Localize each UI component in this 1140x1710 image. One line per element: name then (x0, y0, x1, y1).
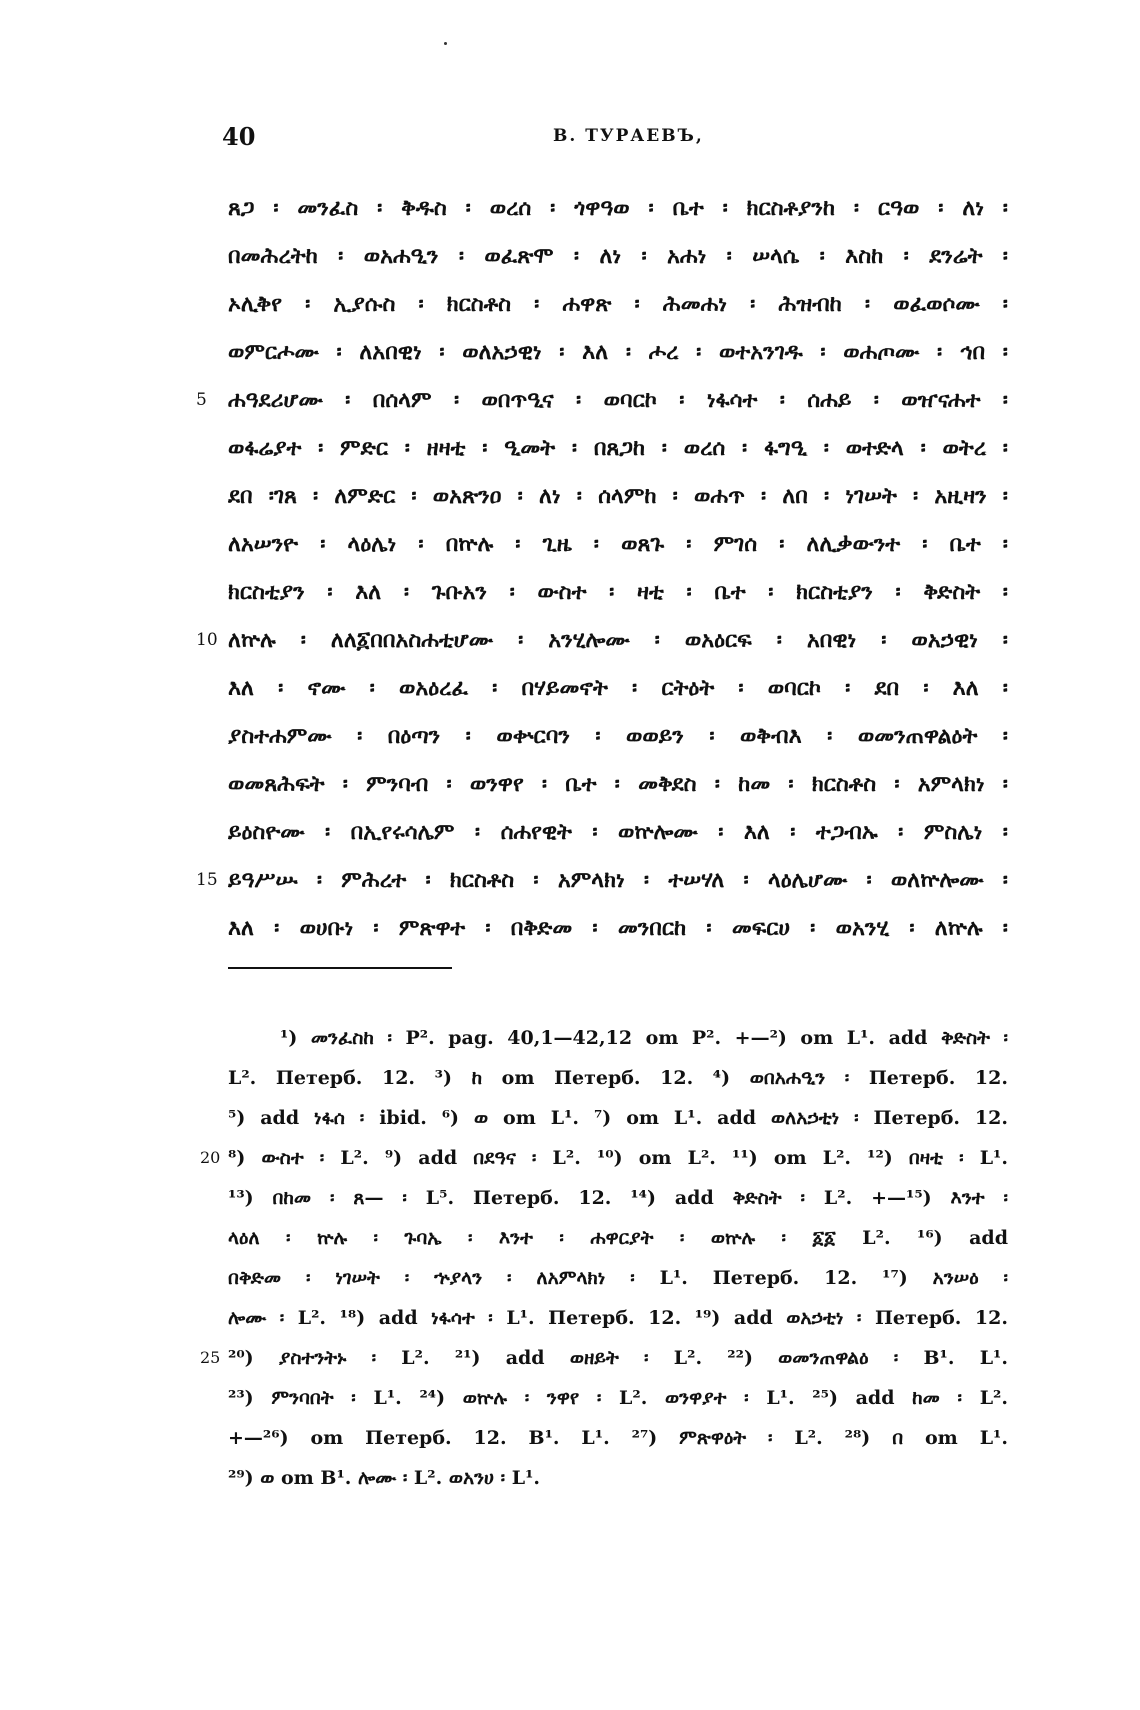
text-line-11: እለ ፡ ኖሙ ፡ ወአዕረፈ ፡ በሃይመኖት ፡ ርትዕት ፡ ወባርኮ ፡ ደበ ፡ እለ ፡ (228, 675, 1008, 701)
footnote-line-8: ሎሙ ፡ L². ¹⁸) add ነፋሳተ ፡ L¹. Петерб. 12. ¹⁹) add ወአኃቲነ ፡ Петерб. 12. (228, 1307, 1008, 1329)
scan-speck (444, 42, 447, 45)
line-number-10: 10 (196, 630, 218, 650)
text-line-1: ጸጋ ፡ መንፈስ ፡ ቅዱስ ፡ ወረሰ ፡ ጎዋዓወ ፡ ቤተ ፡ ክርስቶያንከ ፡ ርዓወ ፡ ለነ ፡ (228, 195, 1008, 221)
footnote-line-10: ²³) ምንባበት ፡ L¹. ²⁴) ወኵሉ ፡ ንዋየ ፡ L². ወንዋያተ ፡ L¹. ²⁵) add ከመ ፡ L². (228, 1387, 1008, 1409)
text-line-9: ክርስቲያን ፡ እለ ፡ ጉቡአን ፡ ውስተ ፡ ዛቲ ፡ ቤተ ፡ ክርስቲያን ፡ ቅድስት ፡ (228, 579, 1008, 605)
line-number-15: 15 (196, 870, 218, 890)
running-title: В. ТУРАЕВЪ, (553, 126, 704, 146)
text-line-14: ይዕስዮሙ ፡ በኢየሩሳሌም ፡ ሰሐየዊት ፡ ወኵሎሙ ፡ እለ ፡ ተጋብኡ ፡ ምስሌነ ፡ (228, 819, 1008, 845)
text-line-2: በመሕረትከ ፡ ወአሐዒን ፡ ወፈጽሞ ፡ ለነ ፡ አሐነ ፡ ሠላሴ ፡ እስከ ፡ ደንሬት ፡ (228, 243, 1008, 269)
footnote-line-9: ²⁰) ያስተንትኑ ፡ L². ²¹) add ወዘይት ፡ L². ²²) ወመንጠዋልዕ ፡ B¹. L¹. (228, 1347, 1008, 1369)
footnote-line-1: ¹) መንፈስከ ፡ P². pag. 40,1—42,12 om P². +—²) om L¹. add ቅድስት ፡ (280, 1027, 1008, 1049)
footnote-line-6: ላዕለ ፡ ኵሉ ፡ ጉባኤ ፡ እንተ ፡ ሐዋርያት ፡ ወኵሉ ፡ ፩፩ L². ¹⁶) add (228, 1227, 1008, 1249)
text-line-6: ወፋሬያተ ፡ ምድር ፡ ዘዛቲ ፡ ዒመት ፡ በጸጋከ ፡ ወረሰ ፡ ፋግዒ ፡ ወተድላ ፡ ወትረ ፡ (228, 435, 1008, 461)
text-line-10: ለኵሉ ፡ ለለ፩በበአስሐቲሆሙ ፡ አንሂሎሙ ፡ ወአዕርፍ ፡ አበዊነ ፡ ወአኃዊነ ፡ (228, 627, 1008, 653)
footnote-line-4: ⁸) ውስተ ፡ L². ⁹) add በደዓና ፡ L². ¹⁰) om L². ¹¹) om L². ¹²) በዛቲ ፡ L¹. (228, 1147, 1008, 1169)
footnote-line-11: +—²⁶) om Петерб. 12. B¹. L¹. ²⁷) ምጽዋዕት ፡ L². ²⁸) በ om L¹. (228, 1427, 1008, 1449)
footnote-separator-rule (228, 967, 452, 969)
text-line-8: ለአሠንዮ ፡ ላዕሌነ ፡ በኵሉ ፡ ጊዜ ፡ ወጸጉ ፡ ምገሰ ፡ ለሊቃውንተ ፡ ቤተ ፡ (228, 531, 1008, 557)
footnote-line-7: በቅድመ ፡ ነገሠት ፡ ኍያላን ፡ ለአምላክነ ፡ L¹. Петерб. 12. ¹⁷) አንሠዕ ፡ (228, 1267, 1008, 1289)
footnote-line-12: ²⁹) ወ om B¹. ሎሙ ፡ L². ወአንሀ ፡ L¹. (228, 1467, 541, 1489)
line-number-20: 20 (200, 1148, 221, 1167)
text-line-16: እለ ፡ ወሀቡነ ፡ ምጽዋተ ፡ በቅድመ ፡ መንበርከ ፡ መፍርሀ ፡ ወአንሂ ፡ ለኵሉ ፡ (228, 915, 1008, 941)
text-line-12: ያስተሐምሙ ፡ በዕጣን ፡ ወቍርባን ፡ ወወይን ፡ ወቅብእ ፡ ወመንጠዋልዕት ፡ (228, 723, 1008, 749)
text-line-7: ደበ ፡ገጸ ፡ ለምድር ፡ ወአጽንዐ ፡ ለነ ፡ ሰላምከ ፡ ወሐጥ ፡ ለበ ፡ ነገሠት ፡ አዚዛን ፡ (228, 483, 1008, 509)
line-number-5: 5 (196, 390, 207, 410)
text-line-5: ሐዓደሪሆሙ ፡ በሰላም ፡ ወበጥዒና ፡ ወባርኮ ፡ ነፋሳተ ፡ ሰሐይ ፡ ወዠናሐተ ፡ (228, 387, 1008, 413)
footnote-line-3: ⁵) add ነፋሰ ፡ ibid. ⁶) ወ om L¹. ⁷) om L¹. add ወለአኃቲነ ፡ Петерб. 12. (228, 1107, 1008, 1129)
footnote-line-5: ¹³) በከመ ፡ ጸ— ፡ L⁵. Петерб. 12. ¹⁴) add ቅድስት ፡ L². +—¹⁵) እንተ ፡ (228, 1187, 1008, 1209)
text-line-4: ወምርሖሙ ፡ ለአበዊነ ፡ ወለአኃዊነ ፡ እለ ፡ ሖረ ፡ ወተአንገዱ ፡ ወሐጦሙ ፡ ኅበ ፡ (228, 339, 1008, 365)
line-number-25: 25 (200, 1348, 221, 1367)
footnote-line-2: L². Петерб. 12. ³) ከ om Петерб. 12. ⁴) ወበአሐዒን ፡ Петерб. 12. (228, 1067, 1008, 1089)
text-line-3: ኦሊቅየ ፡ ኢያሱስ ፡ ክርስቶስ ፡ ሐዋጽ ፡ ሕመሐነ ፡ ሕዝብከ ፡ ወፈወሶሙ ፡ (228, 291, 1008, 317)
text-line-15: ይዓሥሡ ፡ ምሕረተ ፡ ክርስቶስ ፡ አምላክነ ፡ ተሠሃለ ፡ ላዕሌሆሙ ፡ ወለኵሎሙ ፡ (228, 867, 1008, 893)
text-line-13: ወመጸሕፍት ፡ ምንባብ ፡ ወንዋየ ፡ ቤተ ፡ መቅደስ ፡ ከመ ፡ ክርስቶስ ፡ አምላክነ ፡ (228, 771, 1008, 797)
page-number: 40 (222, 122, 256, 151)
page-header (0, 122, 1140, 162)
